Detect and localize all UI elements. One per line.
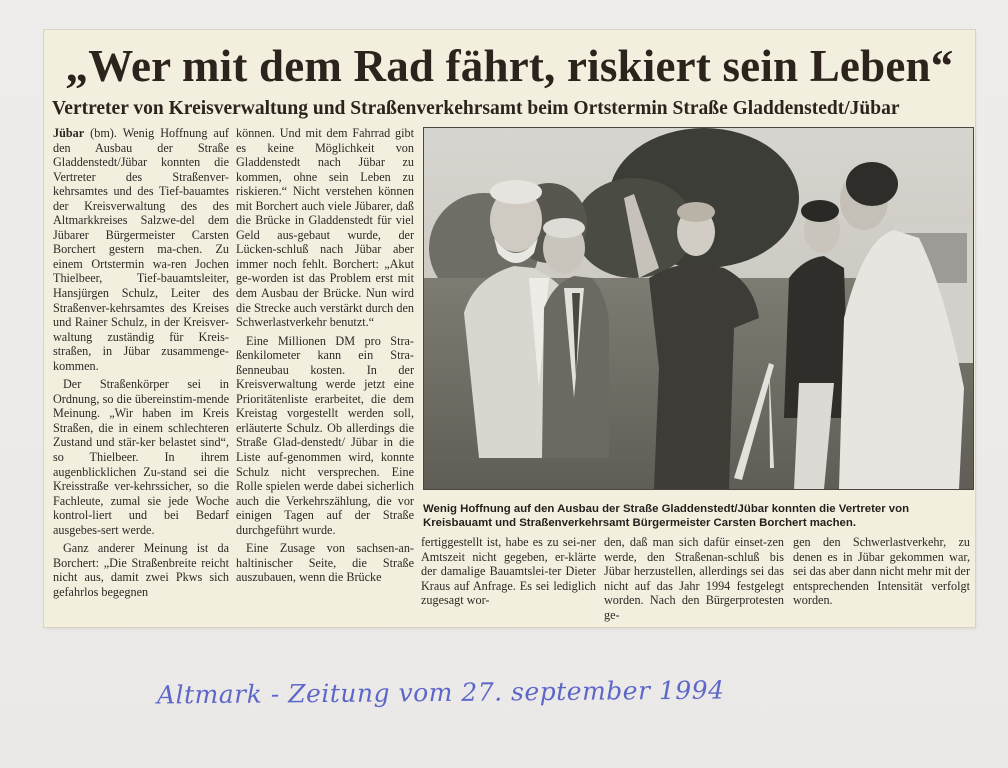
article-column-2 <box>236 126 414 585</box>
article-paragraph: Eine Millionen DM pro Stra-ßenkilometer kann ein Stra-ßenneubau kosten. In der Kreisverwaltung werde jetzt eine Prioritätenliste erarbeitet, die dem Kreistag vorgestellt werden soll, erläuterte Schulz. Ob allerdings die Straße Glad-denstedt/ Jübar in die Liste auf-genommen wird, konnte Schulz nicht versprechen. Eine Rolle spielen werde dabei sicherlich auch die Verkehrszählung, die vor einigen Tagen auf der Straße durchgeführt wurde. <box>236 333 414 537</box>
article-column-4 <box>604 535 784 623</box>
article-paragraph: können. Und mit dem Fahrrad gibt es keine Möglichkeit von Gladdenstedt nach Jübar zu kommen, ohne sein Leben zu riskieren.“ Nicht verstehen können mit Borchert auch viele Jübarer, daß die Brücke in Gladdenstedt für viel Geld aus-gebaut wurde, der Lücken-schluß nach Jübar aber immer noch fehlt. Borchert: „Akut ge-worden ist das Problem erst mit dem Ausbau der Brücke. Nun wird die Strecke auch verstärkt durch den Schwerlastverkehr benutzt.“ <box>236 126 414 330</box>
article-paragraph: Eine Zusage von sachsen-an-haltinischer Seite, die Straße auszubauen, wenn die Brücke <box>236 541 414 585</box>
news-photo <box>423 127 974 490</box>
article-paragraph: fertiggestellt ist, habe es zu sei-ner Amtszeit nicht gegeben, er-klärte der damalige Bauamtslei-ter Dieter Kraus auf Anfrage. Es sei lediglich zugesagt wor- <box>421 535 596 608</box>
article-paragraph: den, daß man sich dafür einset-zen werde, den Straßenan-schluß bis Jübar herzustellen, allerdings sei das nicht auf das Jahr 1994 festgelegt worden. Nach den Bürgerprotesten ge- <box>604 535 784 622</box>
article-headline: „Wer mit dem Rad fährt, riskiert sein Leben“ <box>65 41 954 91</box>
article-column-5 <box>793 535 970 608</box>
handwritten-note: Altmark - Zeitung vom 27. september 1994 <box>156 675 725 710</box>
article-column-1 <box>53 126 229 600</box>
article-column-3 <box>421 535 596 608</box>
article-byline: Jübar <box>53 126 85 140</box>
article-subheadline: Vertreter von Kreisverwaltung und Straßenverkehrsamt beim Ortstermin Straße Gladdenstedt/Jübar <box>52 98 900 119</box>
photo-scene <box>424 128 973 489</box>
photo-caption: Wenig Hoffnung auf den Ausbau der Straße Gladdenstedt/Jübar konnten die Vertreter von Kreisbauamt und Straßenverkehrsamt Bürgermeister Carsten Borchert machen. <box>423 503 910 529</box>
article-paragraph: gen den Schwerlastverkehr, zu denen es in Jübar gekommen war, sei das aber dann nicht mehr mit der entsprechenden Intensität verfolgt worden. <box>793 535 970 608</box>
article-paragraph: Der Straßenkörper sei in Ordnung, so die übereinstim-mende Meinung. „Wir haben im Kreis Straßen, die in einem schlechteren Zustand und stär-ker belastet sind“, so Thielbeer. In ihrem augenblicklichen Zu-stand sei die Kreisstraße ver-kehrssicher, so die Fachleute, zumal sie jede Woche kontrol-liert und bei Bedarf ausgebes-sert werde. <box>53 377 229 537</box>
article-text: (bm). Wenig Hoffnung auf den Ausbau der Straße Gladdenstedt/Jübar konnten die Vertreter des Straßenver-kehrsamtes und des Tief-bauamtes der Kreisverwaltung des des Altmarkkreises Salzwe-del dem Jübarer Bürgermeister Carsten Borchert gestern ma-chen. Zu einem Ortstermin wa-ren Jochen Thielbeer, Tief-bauamtsleiter, Hansjürgen Schulz, Leiter des Straßenver-kehrsamtes des Kreises und Rainer Schulz, in der Kreisver-waltung zuständig für Kreis-straßen, in Jübar zusammenge-kommen. <box>53 126 229 373</box>
article-paragraph: Ganz anderer Meinung ist da Borchert: „Die Straßenbreite reicht nicht aus, damit zwei Pkws sich gefahrlos begegnen <box>53 541 229 599</box>
article-paragraph <box>53 126 229 373</box>
newspaper-clipping <box>44 30 975 627</box>
